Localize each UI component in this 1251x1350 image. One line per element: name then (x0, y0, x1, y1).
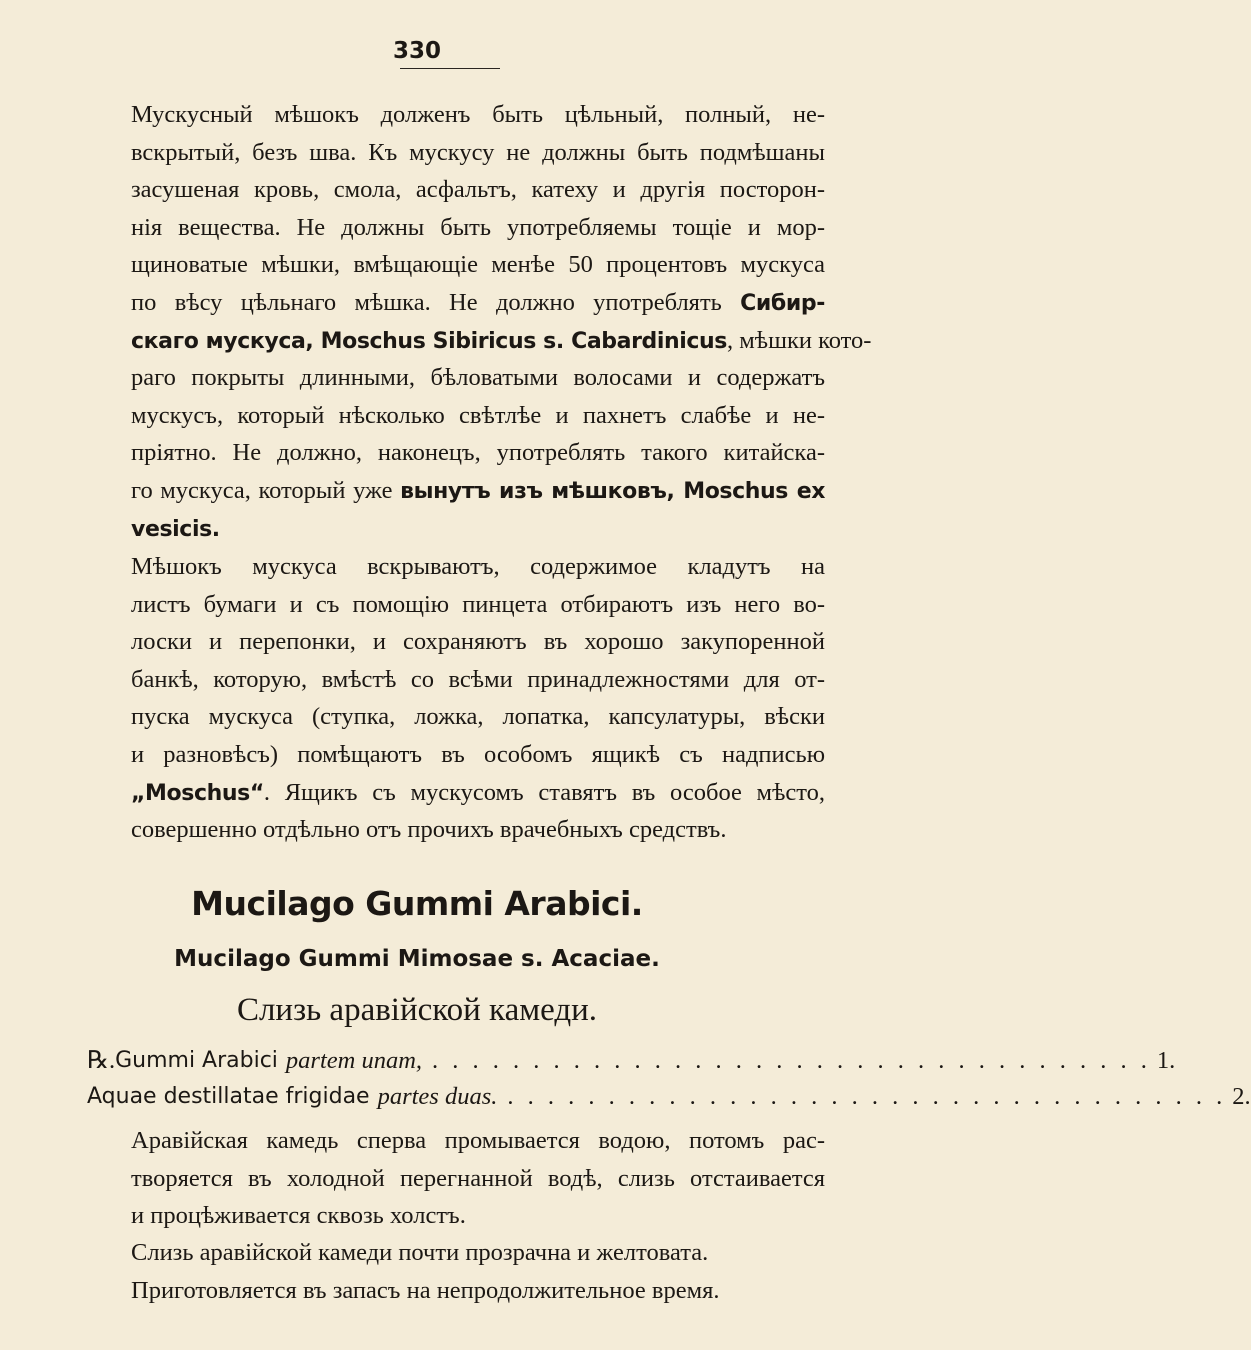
text-line (131, 361, 825, 395)
recipe-symbol: ℞. (87, 1047, 116, 1074)
text-line (131, 211, 825, 245)
text-run: засушеная кровь, смола, асфальтъ, катеху и другія посторон- (131, 176, 825, 204)
text-line (131, 1124, 825, 1158)
text-run: , мѣшки кото- (727, 326, 872, 354)
header-rule (400, 68, 500, 69)
text-line (131, 776, 825, 810)
article-title: Mucilago Gummi Arabici. (191, 884, 643, 923)
article-synonym: Mucilago Gummi Mimosae s. Acaciae. (174, 946, 660, 972)
text-line (131, 1236, 825, 1270)
text-run: Мускусный мѣшокъ долженъ быть цѣльный, полный, не- (131, 101, 825, 128)
recipe-quantity: 1. (1156, 1047, 1176, 1074)
bold-term: „Moschus“ (131, 780, 264, 806)
text-run: и разновѣсъ) помѣщаютъ въ особомъ ящикѣ съ надписью (131, 741, 825, 768)
text-run: Приготовляется въ запасъ на непродолжительное время. (131, 1277, 720, 1304)
text-line (131, 1162, 825, 1196)
recipe-ingredient: Aquae destillatae frigidae (87, 1084, 370, 1109)
bold-term: Сибир- (740, 291, 825, 316)
text-run: и процѣживается сквозь холстъ. (131, 1202, 466, 1230)
text-run: творяется въ холодной перегнанной водѣ, слизь отстаивается (131, 1164, 825, 1192)
text-line (131, 738, 825, 772)
text-line (131, 136, 825, 170)
text-run: банкѣ, которую, вмѣстѣ со всѣми принадлежностями для от- (131, 665, 825, 693)
text-line (131, 98, 825, 132)
text-line (131, 399, 825, 433)
text-run: вскрытый, безъ шва. Къ мускусу не должны быть подмѣшаны (131, 138, 825, 166)
recipe-quantity: 2. (1232, 1083, 1251, 1110)
text-run: . Ящикъ съ мускусомъ ставятъ въ особое мѣсто, (263, 778, 825, 806)
text-run: Слизь аравійской камеди почти прозрачна и желтовата. (131, 1239, 709, 1266)
text-run: щиноватые мѣшки, вмѣщающіе менѣе 50 процентовъ мускуса (131, 251, 825, 279)
text-line (131, 550, 825, 584)
recipe-amount: partes duas. (377, 1083, 498, 1110)
recipe-amount: partem unam, (285, 1047, 423, 1074)
recipe-leader-dots: . . . . . . . . . . . . . . . . . . . . . . . . . . . . . . . . . . . . (507, 1083, 1227, 1110)
text-run: го мускуса, который уже (131, 477, 401, 504)
text-line (131, 663, 825, 697)
text-line (131, 436, 825, 470)
text-line (131, 1274, 825, 1308)
page-number: 330 (392, 38, 441, 64)
text-line (131, 625, 825, 659)
text-line (131, 286, 825, 320)
text-run: мускусъ, который нѣсколько свѣтлѣе и пахнетъ слабѣе и не- (131, 401, 825, 429)
text-line (131, 588, 825, 622)
text-line (131, 813, 825, 847)
text-line (131, 324, 872, 358)
text-run: нія вещества. Не должны быть употребляемы тощіе и мор- (131, 213, 825, 241)
text-line (131, 1199, 825, 1233)
article-russian-title: Слизь аравійской камеди. (236, 992, 598, 1028)
recipe-ingredient: Gummi Arabici (115, 1048, 278, 1073)
text-line (131, 173, 825, 207)
text-run: листъ бумаги и съ помощію пинцета отбираютъ изъ него во- (131, 590, 825, 618)
bold-term: вынутъ изъ мѣшковъ, Moschus ex (400, 479, 826, 504)
text-run: лоски и перепонки, и сохраняютъ въ хорошо закупоренной (131, 628, 825, 656)
text-line (131, 512, 825, 546)
text-run: Аравійская камедь сперва промывается водою, потомъ рас- (131, 1127, 825, 1154)
bold-term: vesicis. (131, 516, 220, 542)
text-run: совершенно отдѣльно отъ прочихъ врачебныхъ средствъ. (131, 816, 727, 844)
recipe-line (87, 1080, 1251, 1114)
recipe-leader-dots: . . . . . . . . . . . . . . . . . . . . . . . . . . . . . . . . . . . . (432, 1047, 1151, 1074)
text-run: раго покрыты длинными, бѣловатыми волосами и содержатъ (131, 364, 825, 392)
text-run: по вѣсу цѣльнаго мѣшка. Не должно употреблять (131, 289, 741, 316)
text-line (131, 700, 825, 734)
recipe-line (87, 1044, 1176, 1078)
text-line (131, 248, 825, 282)
text-run: Мѣшокъ мускуса вскрываютъ, содержимое кладутъ на (131, 553, 825, 580)
text-run: пуска мускуса (ступка, ложка, лопатка, капсулатуры, вѣски (131, 703, 825, 731)
text-run: пріятно. Не должно, наконецъ, употреблять такого китайска- (131, 439, 825, 467)
text-line (131, 474, 825, 508)
bold-term: скаго мускуса, Moschus Sibiricus s. Cabardinicus (131, 328, 728, 354)
